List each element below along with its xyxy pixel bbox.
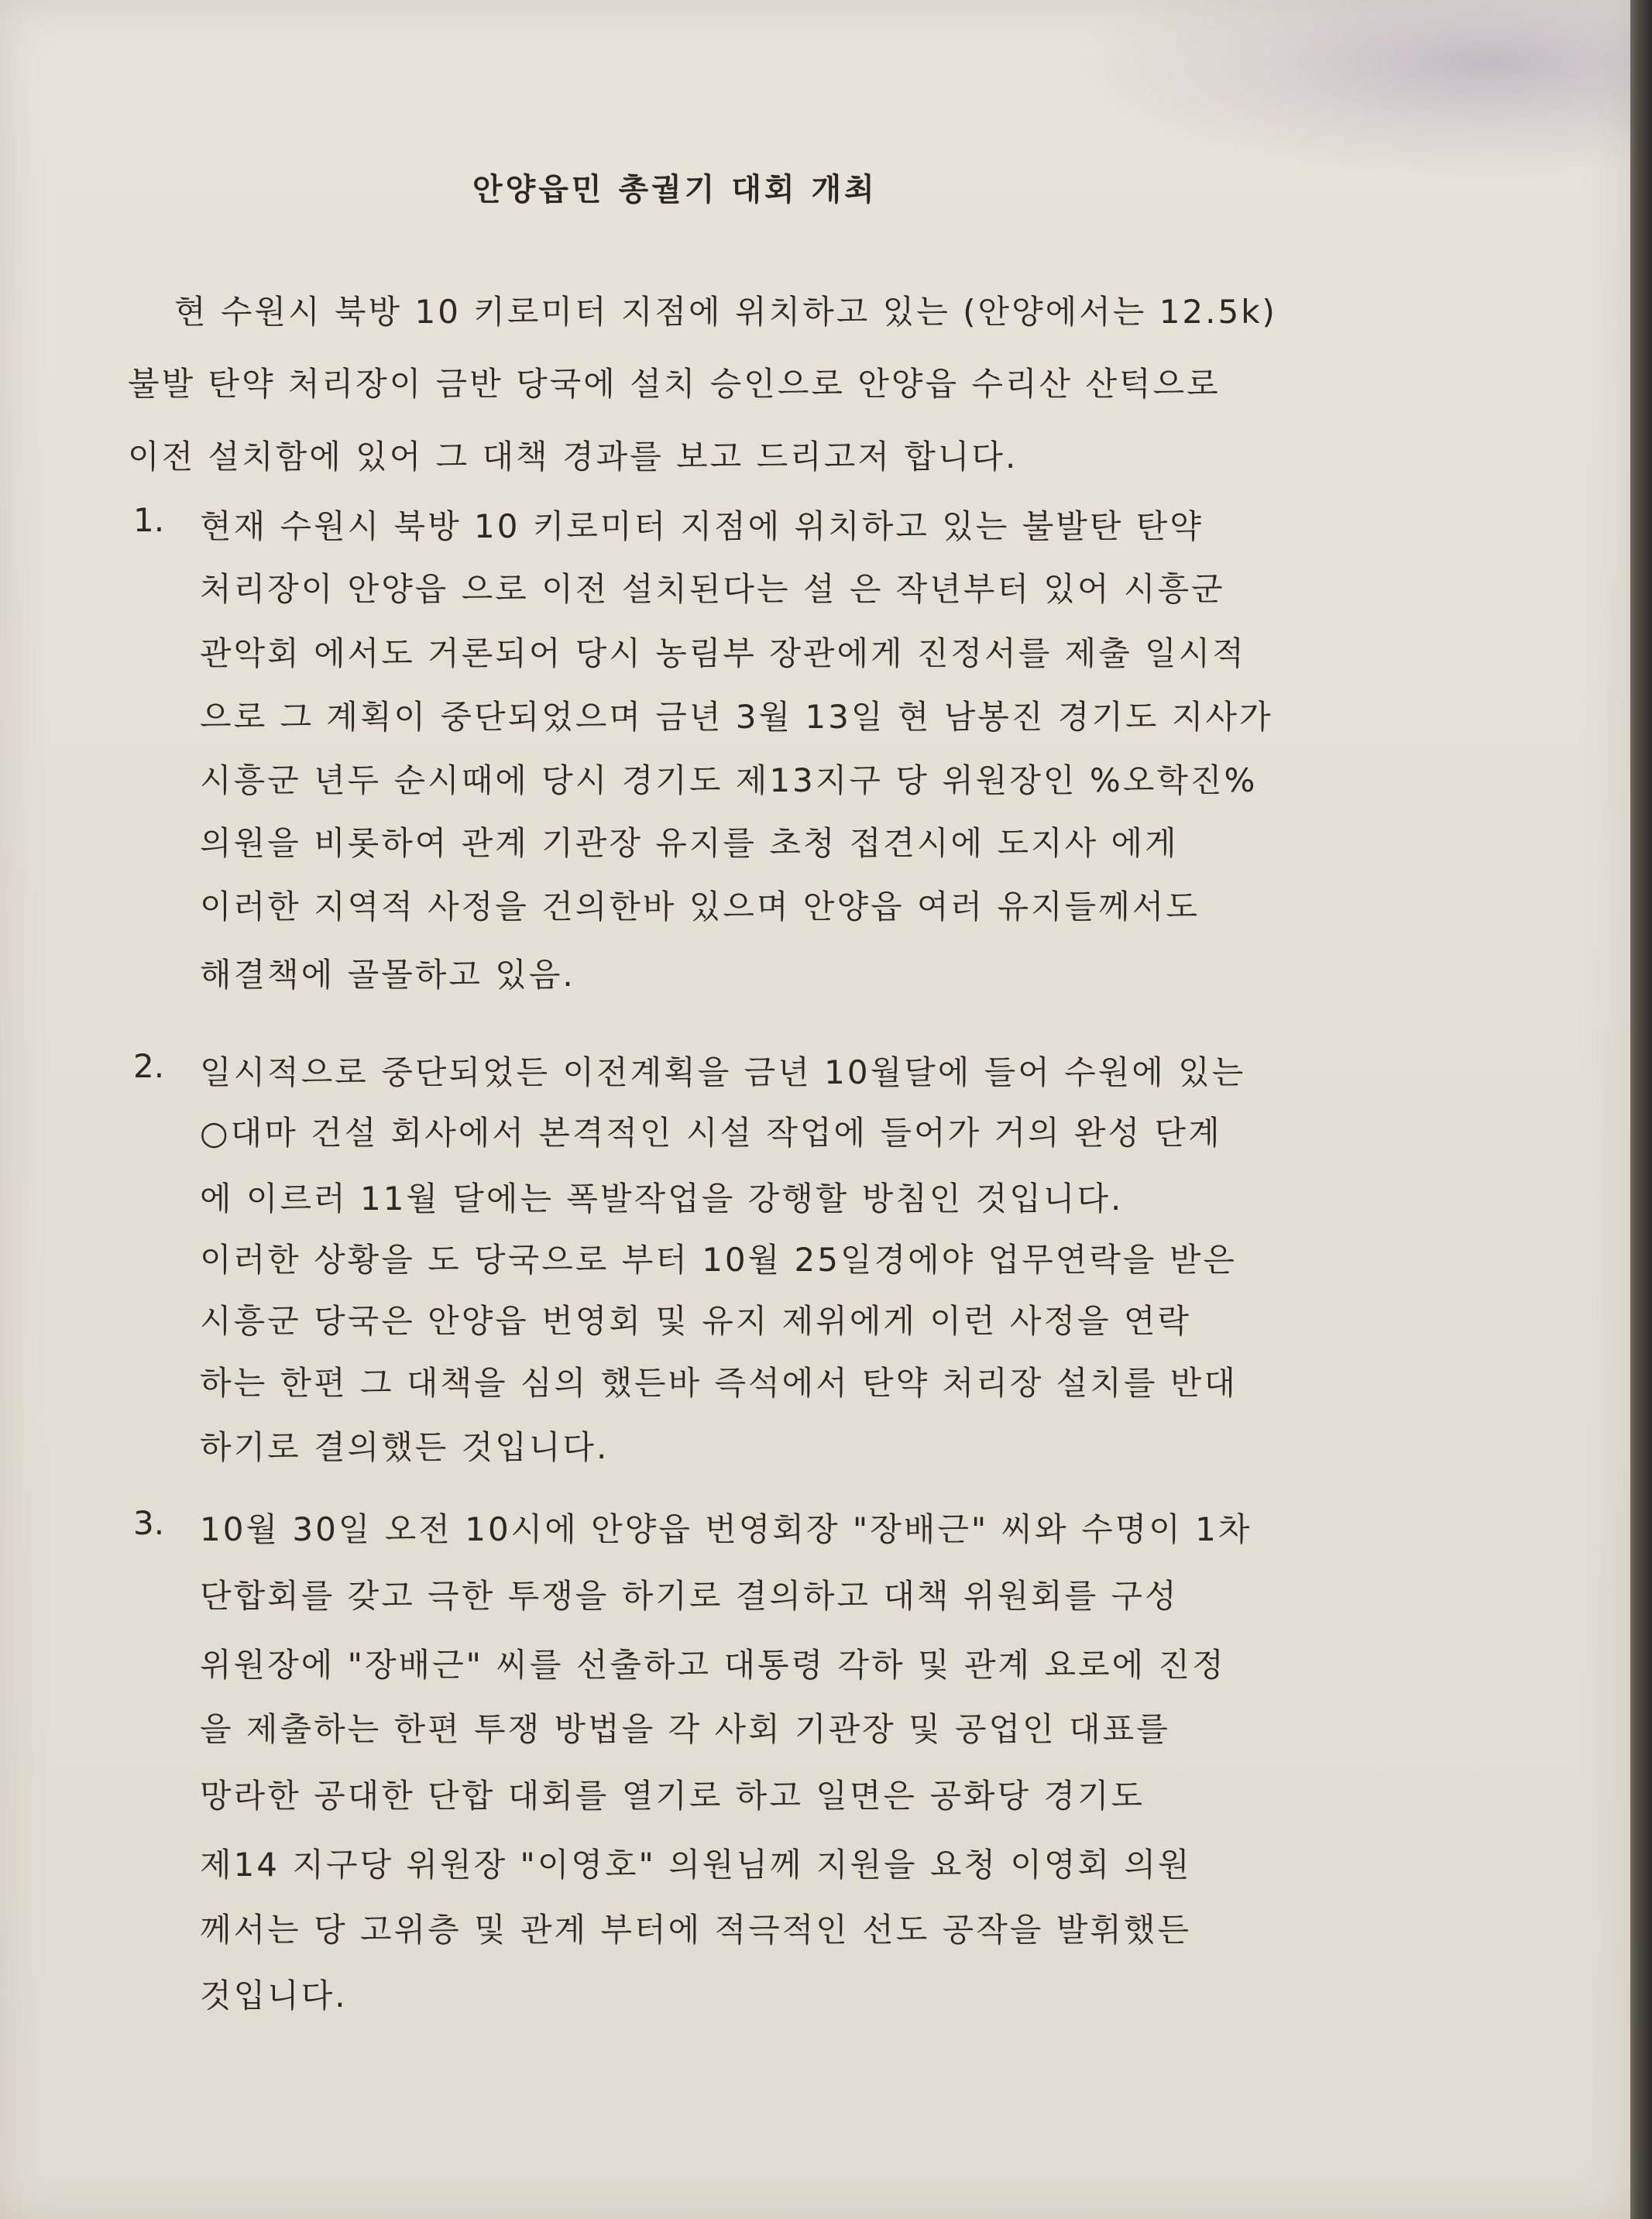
section-1-line-5: 시흥군 년두 순시때에 당시 경기도 제13지구 당 위원장인 %오학진% [200,761,1258,799]
section-2-line-6: 하는 한편 그 대책을 심의 했든바 즉석에서 탄약 처리장 설치를 반대 [200,1364,1238,1402]
section-1-line-1: 현재 수원시 북방 10 키로미터 지점에 위치하고 있는 불발탄 탄약 [200,507,1204,545]
section-3-line-5: 망라한 공대한 단합 대회를 열기로 하고 일면은 공화당 경기도 [200,1777,1145,1815]
section-2-number: 2. [133,1047,165,1085]
section-2-line-5: 시흥군 당국은 안양읍 번영회 및 유지 제위에게 이런 사정을 연락 [200,1302,1192,1340]
section-1-number: 1. [133,501,165,539]
section-3-line-1: 10월 30일 오전 10시에 안양읍 번영회장 "장배근" 씨와 수명이 1차 [200,1510,1252,1548]
scan-edge-strip [1630,0,1652,2219]
section-1-line-2: 처리장이 안양읍 으로 이전 설치된다는 설 은 작년부터 있어 시흥군 [200,570,1225,608]
section-1-line-7: 이러한 지역적 사정을 건의한바 있으며 안양읍 여러 유지들께서도 [200,888,1200,926]
section-1-line-6: 의원을 비롯하여 관계 기관장 유지를 초청 접견시에 도지사 에게 [200,824,1179,862]
section-1-line-4: 으로 그 계획이 중단되었으며 금년 3월 13일 현 남봉진 경기도 지사가 [200,698,1273,736]
section-3-line-6: 제14 지구당 위원장 "이영호" 의원님께 지원을 요청 이영회 의원 [200,1846,1192,1884]
intro-line-1: 현 수원시 북방 10 키로미터 지점에 위치하고 있는 (안양에서는 12.5k) [174,293,1277,331]
intro-line-2: 불발 탄약 처리장이 금반 당국에 설치 승인으로 안양읍 수리산 산턱으로 [128,365,1221,403]
section-3-line-7: 께서는 당 고위층 및 관계 부터에 적극적인 선도 공작을 발휘했든 [200,1911,1192,1949]
section-2-line-4: 이러한 상황을 도 당국으로 부터 10월 25일경에야 업무연락을 받은 [200,1241,1237,1279]
section-2-line-1: 일시적으로 중단되었든 이전계획을 금년 10월달에 들어 수원에 있는 [200,1053,1246,1091]
section-2-line-7: 하기로 결의했든 것입니다. [200,1428,610,1466]
section-3-line-4: 을 제출하는 한편 투쟁 방법을 각 사회 기관장 및 공업인 대표를 [200,1710,1170,1748]
section-3-line-3: 위원장에 "장배근" 씨를 선출하고 대통령 각하 및 관계 요로에 진정 [200,1646,1226,1684]
section-2-line-2: ○대마 건설 회사에서 본격적인 시설 작업에 들어가 거의 완성 단계 [200,1114,1222,1152]
section-1-line-8: 해결책에 골몰하고 있음. [200,956,575,994]
water-stain [1069,0,1630,178]
document-title: 안양읍민 총궐기 대회 개최 [472,172,878,208]
section-3-number: 3. [133,1504,165,1542]
section-3-line-2: 단합회를 갖고 극한 투쟁을 하기로 결의하고 대책 위원회를 구성 [200,1577,1179,1615]
section-3-line-8: 것입니다. [200,1977,348,2015]
section-2-line-3: 에 이르러 11월 달에는 폭발작업을 강행할 방침인 것입니다. [200,1180,1124,1218]
intro-line-3: 이전 설치함에 있어 그 대책 경과를 보고 드리고저 합니다. [128,438,1018,476]
section-1-line-3: 관악회 에서도 거론되어 당시 농림부 장관에게 진정서를 제출 일시적 [200,634,1246,672]
